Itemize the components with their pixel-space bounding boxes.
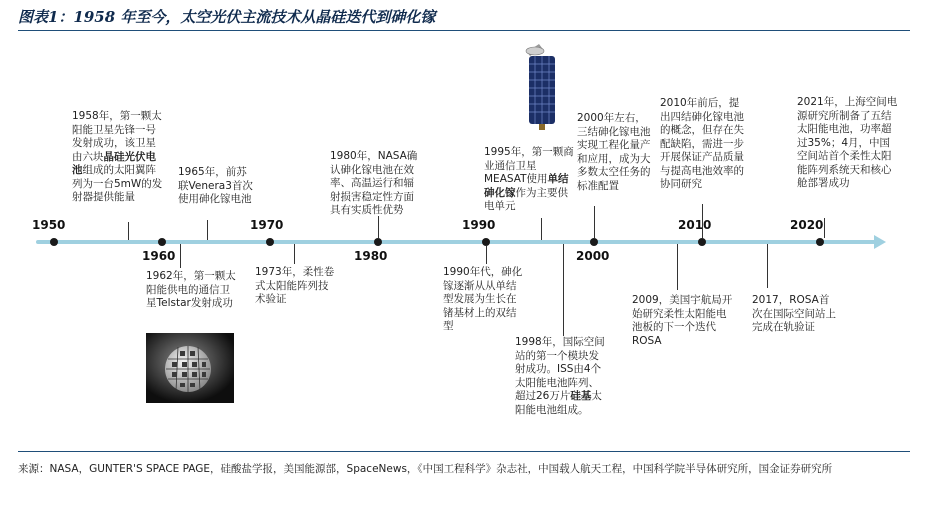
year-label-1990: 1990 xyxy=(462,218,496,232)
timeline-dot-1990 xyxy=(482,238,490,246)
year-label-2000: 2000 xyxy=(576,249,610,263)
year-label-1970: 1970 xyxy=(250,218,284,232)
timeline-dot-1970 xyxy=(266,238,274,246)
footer-divider xyxy=(18,451,910,452)
note-2021: 2021年，上海空间电源研究所制备了五结太阳能电池，功率超过35%；4月，中国空间站首个柔性太阳能阵列系统天和核心舱部署成功 xyxy=(797,96,898,189)
title-divider xyxy=(18,30,910,31)
year-label-1960: 1960 xyxy=(142,249,176,263)
connector-1998 xyxy=(563,244,564,336)
timeline-dot-2020 xyxy=(816,238,824,246)
timeline-arrow-icon xyxy=(874,235,886,249)
connector-1958 xyxy=(128,222,129,240)
connector-1980 xyxy=(378,216,379,238)
year-label-2010: 2010 xyxy=(678,218,712,232)
note-1965: 1965年，前苏联Venera3首次使用砷化镓电池 xyxy=(178,166,253,205)
connector-2021 xyxy=(824,218,825,238)
timeline-dot-1960 xyxy=(158,238,166,246)
note-2009: 2009，美国宇航局开始研究柔性太阳能电池板的下一个迭代ROSA xyxy=(632,294,733,347)
figure-title: 图表1：1958 年至今，太空光伏主流技术从晶硅迭代到砷化镓 xyxy=(18,8,436,26)
note-1962: 1962年，第一颗太阳能供电的通信卫星Telstar发射成功 xyxy=(146,270,236,309)
source-note: 来源：NASA，GUNTER'S SPACE PAGE，硅酸盐学报，美国能源部，SpaceNews，《中国工程科学》杂志社，中国载人航天工程，中国科学院半导体研究所，国金证券研究所 xyxy=(18,463,833,475)
note-1995: 1995年，第一颗商业通信卫星MEASAT使用单结砷化镓作为主要供电单元 xyxy=(484,146,574,212)
connector-1962 xyxy=(180,244,181,268)
note-1958: 1958年，第一颗太阳能卫星先锋一号发射成功，该卫星由六块晶硅光伏电池组成的太阳翼阵列为一台5mW的发射器提供能量 xyxy=(72,110,163,203)
note-1973: 1973年，柔性卷式太阳能阵列技术验证 xyxy=(255,266,335,305)
note-2000: 2000年左右，三结砷化镓电池实现工程化量产和应用，成为大多数太空任务的标准配置 xyxy=(577,112,651,192)
connector-2010 xyxy=(702,204,703,238)
note-1998: 1998年，国际空间站的第一个模块发射成功。ISS由4个太阳能电池阵列、超过26万片硅基太阳能电池组成。 xyxy=(515,336,605,416)
measat-satellite-image xyxy=(515,42,565,132)
note-2010: 2010年前后，提出四结砷化镓电池的概念，但存在失配缺陷，需进一步开展保证产品质量与提高电池效率的协同研究 xyxy=(660,97,744,190)
timeline-dot-1950 xyxy=(50,238,58,246)
note-1980: 1980年，NASA确认砷化镓电池在效率、高温运行和辐射损害稳定性方面具有实质性优势 xyxy=(330,150,418,216)
year-label-2020: 2020 xyxy=(790,218,824,232)
connector-2009 xyxy=(677,244,678,290)
connector-2017 xyxy=(767,244,768,288)
timeline-dot-2000 xyxy=(590,238,598,246)
connector-1995 xyxy=(541,218,542,240)
telstar-satellite-image xyxy=(146,333,234,403)
note-2017: 2017，ROSA首次在国际空间站上完成在轨验证 xyxy=(752,294,836,333)
year-label-1950: 1950 xyxy=(32,218,66,232)
connector-1965 xyxy=(207,220,208,240)
year-label-1980: 1980 xyxy=(354,249,388,263)
note-1990s: 1990年代，砷化镓逐渐从从单结型发展为生长在锗基材上的双结型 xyxy=(443,266,523,332)
timeline-dot-2010 xyxy=(698,238,706,246)
connector-1973 xyxy=(294,244,295,264)
connector-2000 xyxy=(594,206,595,238)
connector-1990s xyxy=(486,246,487,264)
timeline-dot-1980 xyxy=(374,238,382,246)
